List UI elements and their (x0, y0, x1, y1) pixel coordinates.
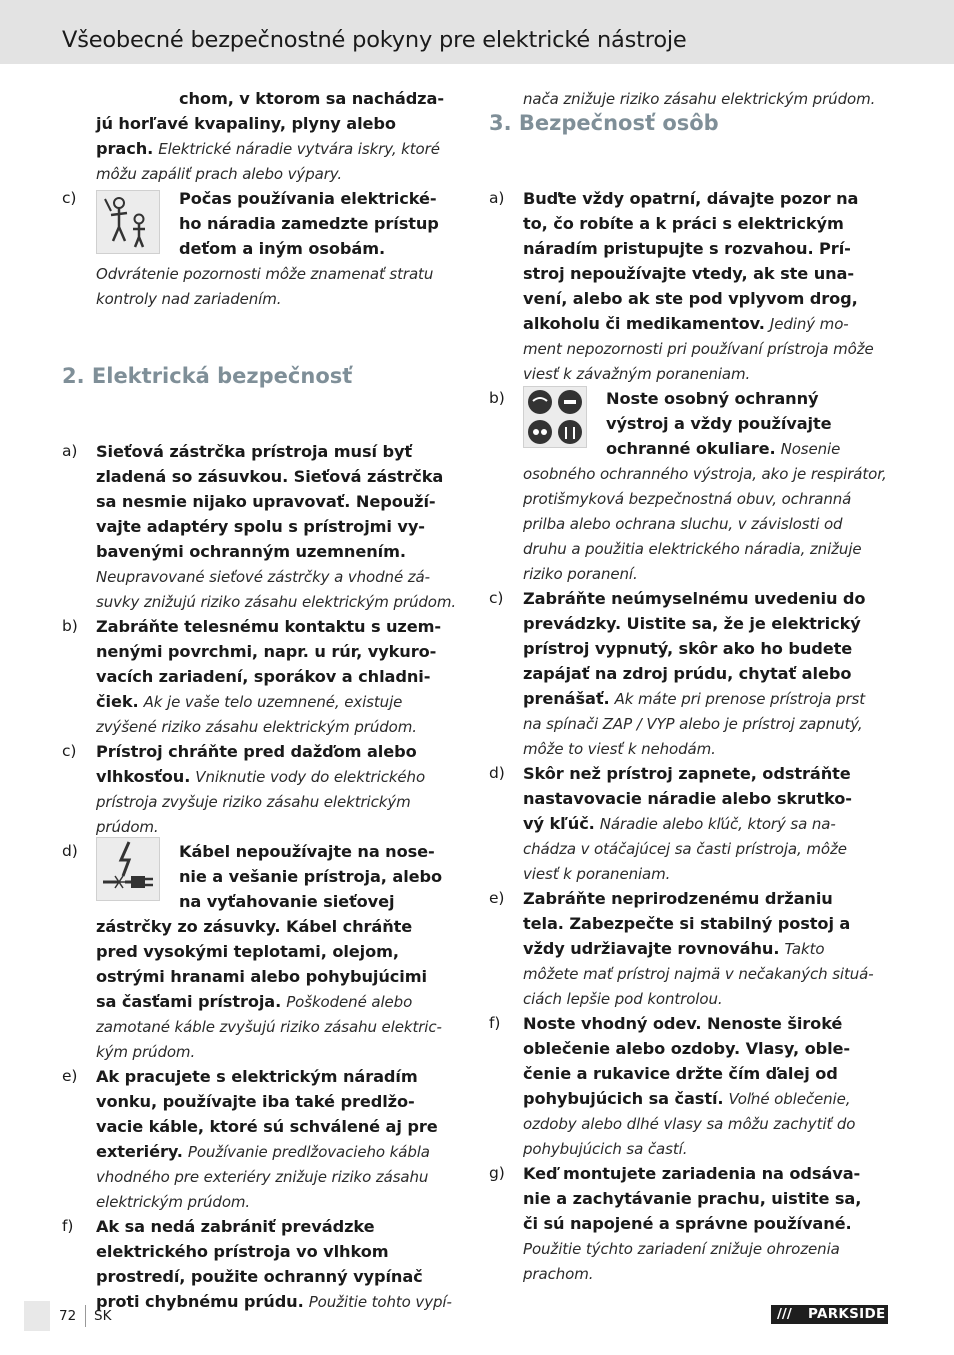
brand-stripes: /// (777, 1306, 792, 1322)
left-column (62, 86, 464, 1314)
item-d-cable: d) Kábel nepoužívajte na nose- nie a vešanie prístroja, alebo na vyťahovanie sieťovej zástrčky zo zásuvky. Kábel chráňte pred vysokými teplotami, olejom, ostrými hranami alebo pohybujúcimi sa časťami prístroja. Poškodené alebo zamotané káble zvyšujú riziko zásahu elektric- kým prúdom. (62, 839, 464, 1064)
item-e-posture: e) Zabráňte neprirodzenému držaniu tela. Zabezpečte si stabilný postoj a vždy udržiavajte rovnováhu. Takto môžete mať prístroj najmä v nečakaných situá- ciách lepšie pod kontrolou. (489, 889, 874, 1008)
page-number: 72 (59, 1308, 77, 1324)
section-heading-personal-safety: 3. Bezpečnosť osôb (489, 111, 719, 135)
footer-page-tab (24, 1301, 50, 1331)
page-header (0, 0, 954, 64)
item-b-grounded: b) Zabráňte telesnému kontaktu s uzem- nenými povrchmi, napr. u rúr, vykuro- vacích zariadení, sporákov a chladni- čiek. Ak je vaše telo uzemnené, existuje zvýšené riziko zásahu elektrickým prúdom. (62, 617, 442, 736)
item-b-ppe: b) Noste osobný ochranný výstroj a vždy používajte ochranné okuliare. Nosenie osobného ochranného výstroja, ako je respirátor, protišmyková bezpečnostná obuv, ochranná prilba alebo ochrana sluchu, v závislosti od druhu a použitia elektrického náradia, znižuje riziko poranení. (489, 386, 891, 586)
item-letter: c) (62, 189, 77, 207)
item-a-plug: a) Sieťová zástrčka prístroja musí byť zladená so zásuvkou. Sieťová zástrčka sa nesmie nijako upravovať. Nepouží- vajte adaptéry spolu s prístrojmi vy- bavenými ochranným uzemnením. Neupravované sieťové zástrčky a vhodné zá- suvky znižujú riziko zásahu elektrickým prúdom. (62, 442, 457, 611)
paragraph-continued: nača znižuje riziko zásahu elektrickým prúdom. (523, 90, 876, 108)
item-a-attention: a) Buďte vždy opatrní, dávajte pozor na to, čo robíte a k práci s elektrickým náradím pristupujte s rozvahou. Prí- stroj nepoužívajte vtedy, ak ste una- vení, alebo ak ste pod vplyvom drog, alkoholu či medikamentov. Jediný mo- ment nepozornosti pri používaní prístroja môže viesť k závažným poraneniam. (489, 189, 874, 383)
brand-name: PARKSIDE (808, 1306, 886, 1322)
item-c-rain: c) Prístroj chráňte pred dažďom alebo vlhkosťou. Vniknutie vody do elektrického prístroja zvyšuje riziko zásahu elektrickým prúdom. (62, 742, 426, 836)
protective-equipment-icon (523, 386, 587, 448)
item-g-dust: g) Keď montujete zariadenia na odsáva- nie a zachytávanie prachu, uistite sa, či sú napojené a správne používané. Použitie týchto zariadení znižuje ohrozenia prachom. (489, 1164, 862, 1283)
item-c-children: c) Počas používania elektrické- ho náradia zamedzte prístup deťom a iným osobám. Odvrátenie pozornosti môže znamenať stratu kontroly nad zariadením. (62, 186, 464, 311)
right-column (489, 86, 891, 1286)
page-title: Všeobecné bezpečnostné pokyny pre elektrické nástroje (62, 27, 687, 53)
footer-divider (85, 1305, 86, 1327)
paragraph-intro: chom, v ktorom sa nachádza- jú horľavé kvapaliny, plyny alebo prach. Elektrické náradie vytvára iskry, ktoré môžu zapáliť prach alebo výpary. (96, 89, 444, 183)
section-heading-electrical-safety: 2. Elektrická bezpečnosť (62, 364, 353, 388)
item-f-rcd: f) Ak sa nedá zabrániť prevádzke elektrického prístroja vo vlhkom prostredí, použite ochranný vypínač proti chybnému prúdu. Použitie tohto vypí- (62, 1217, 452, 1311)
item-e-outdoor: e) Ak pracujete s elektrickým náradím vonku, používajte iba také predlžo- vacie káble, ktoré sú schválené aj pre exteriéry. Používanie predlžovacieho kábla vhodného pre exteriéry znižuje riziko zásahu elektrickým prúdom. (62, 1067, 438, 1211)
electric-shock-icon (96, 837, 160, 901)
item-d-tools: d) Skôr než prístroj zapnete, odstráňte nastavovacie náradie alebo skrutko- vý kľúč. Náradie alebo kľúč, ktorý sa na- chádza v otáčajúcej sa časti prístroja, môže viesť k poraneniam. (489, 764, 852, 883)
item-f-clothing: f) Noste vhodný odev. Nenoste široké oblečenie alebo ozdoby. Vlasy, oble- čenie a rukavice držte čím ďalej od pohybujúcich sa častí. Voľné oblečenie, ozdoby alebo dlhé vlasy sa môžu zachytiť do pohybujúcich sa častí. (489, 1014, 856, 1158)
item-c-startup: c) Zabráňte neúmyselnému uvedeniu do prevádzky. Uistite sa, že je elektrický prístroj vypnutý, skôr ako ho budete zapájať na zdroj prúdu, chytať alebo prenášať. Ak máte pri prenose prístroja prst na spínači ZAP / VYP alebo je prístroj zapnutý, môže to viesť k nehodám. (489, 589, 866, 758)
children-warning-icon (96, 190, 160, 254)
brand-logo (771, 1305, 888, 1324)
language-code: SK (94, 1308, 112, 1324)
